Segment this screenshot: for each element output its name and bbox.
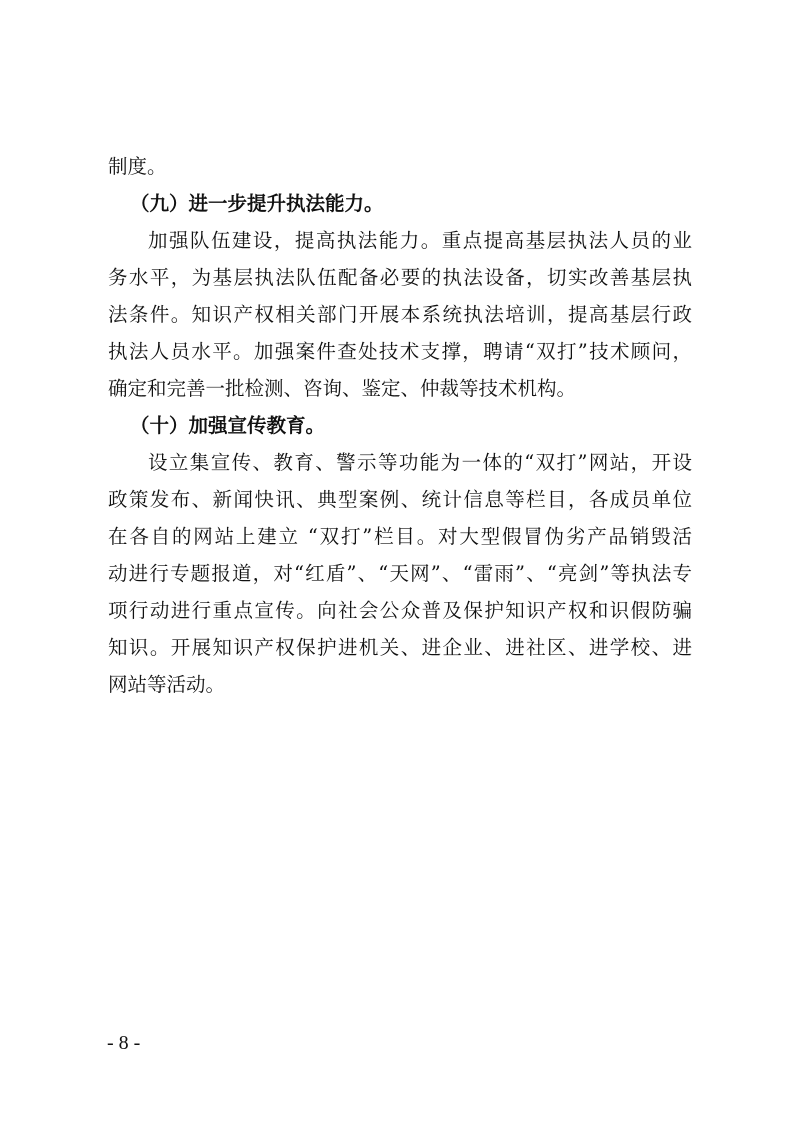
paragraph-line: 设立集宣传、教育、警示等功能为一体的“双打”网站，开设 <box>148 451 692 474</box>
paragraph-line: 执法人员水平。加强案件查处技术支撑，聘请“双打”技术顾问， <box>108 340 692 363</box>
paragraph-line: 在各自的网站上建立 “双打”栏目。对大型假冒伪劣产品销毁活 <box>108 525 692 548</box>
paragraph-line: 动进行专题报道，对“红盾”、“天网”、“雷雨”、“亮剑”等执法专 <box>108 562 692 585</box>
paragraph-line: 务水平，为基层执法队伍配备必要的执法设备，切实改善基层执 <box>108 266 692 289</box>
body-text <box>108 148 692 703</box>
section-heading: （九）进一步提升执法能力。 <box>130 192 384 215</box>
paragraph-line: 确定和完善一批检测、咨询、鉴定、仲裁等技术机构。 <box>108 377 577 400</box>
paragraph-line: 知识。开展知识产权保护进机关、进企业、进社区、进学校、进 <box>108 636 692 659</box>
paragraph-line: 项行动进行重点宣传。向社会公众普及保护知识产权和识假防骗 <box>108 599 692 622</box>
paragraph-line: 加强队伍建设，提高执法能力。重点提高基层执法人员的业 <box>148 229 692 252</box>
section-heading: （十）加强宣传教育。 <box>130 414 326 437</box>
paragraph-line: 政策发布、新闻快讯、典型案例、统计信息等栏目，各成员单位 <box>108 488 692 511</box>
page-number: - 8 - <box>107 1032 141 1054</box>
paragraph-line: 网站等活动。 <box>108 673 226 696</box>
paragraph-line: 制度。 <box>108 155 167 178</box>
paragraph-line: 法条件。知识产权相关部门开展本系统执法培训，提高基层行政 <box>108 303 692 326</box>
